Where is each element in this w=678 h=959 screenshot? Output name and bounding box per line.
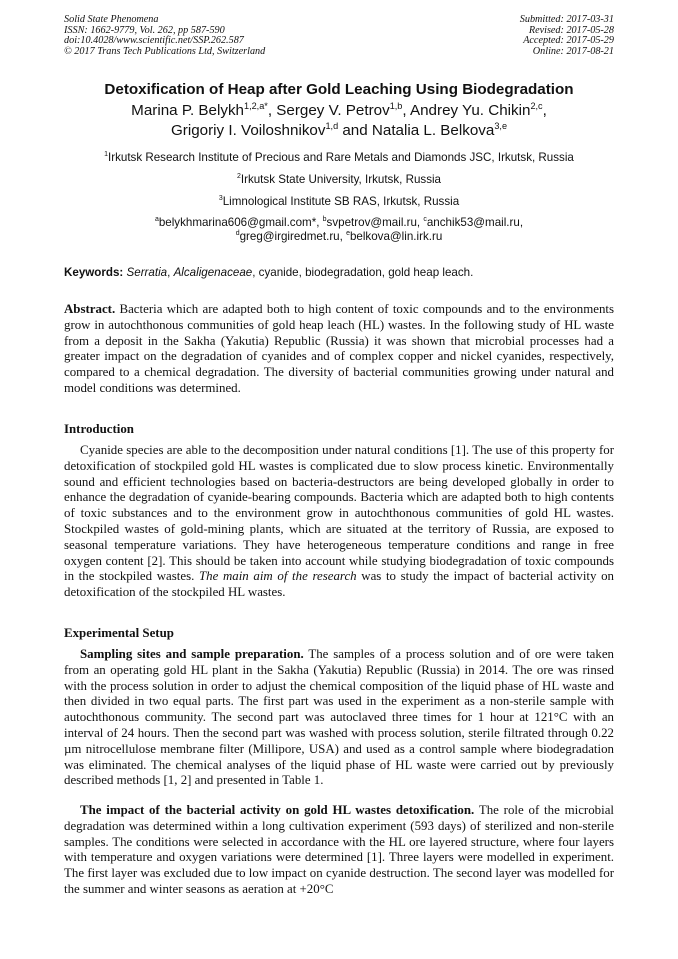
affiliation-3 (0, 195, 678, 209)
email-link[interactable]: greg@irgiredmet.ru, (239, 230, 347, 243)
author-name: Andrey Yu. Chikin (409, 102, 531, 119)
section-heading-introduction: Introduction (64, 422, 134, 436)
author-sep: , (542, 102, 547, 119)
keyword-italic: Alcaligenaceae (173, 266, 253, 279)
section-heading-experimental: Experimental Setup (64, 626, 174, 640)
experimental-text-1: The samples of a process solution and of ore were taken from an operating gold HL plant in the Sakha (Yakutia) Republic (Russia) in 2014. The ore was rinsed with the process solution in order to adjust the chemical composition of the liquid phase of HL waste and then divided in two equal parts. The first part was used in the experiment as a non-sterile sample with autochthonous community. The second part was autoclaved three times for 1 hour at 121°C with an interval of 24 hours. Then the second part was washed with process solution, sterile filtrated through 0.22 µm nitrocellulose membrane filter (Millipore, USA) and used as a control sample where biodegradation was eliminated. The chemical analyses of the liquid phase of HL waste were carried out by previously described methods [1, 2] and presented in Table 1. (64, 647, 614, 788)
affiliation-text: Irkutsk State University, Irkutsk, Russia (240, 173, 442, 186)
online-date: Online: 2017-08-21 (532, 45, 614, 57)
dates-header (520, 15, 614, 57)
affiliation-1 (0, 151, 678, 165)
author-name: Marina P. Belykh (131, 102, 245, 119)
submitted-date: Submitted: 2017-03-31 (519, 14, 614, 25)
affiliation-sup: 2 (236, 173, 241, 181)
introduction-text-end: was to study the impact of bacterial activity on detoxification of the stockpiled HL wastes. (64, 569, 614, 600)
author-sep: , (402, 102, 410, 119)
abstract (64, 302, 614, 397)
author-sup: 1,d (325, 120, 339, 131)
keywords-rest: , cyanide, biodegradation, gold heap leach. (252, 266, 474, 279)
keyword-italic: Serratia (126, 266, 168, 279)
email-sup: d (235, 230, 240, 238)
affiliation-text: Limnological Institute SB RAS, Irkutsk, Russia (222, 195, 460, 208)
email-list (0, 216, 678, 244)
abstract-label: Abstract. (64, 302, 116, 316)
email-link[interactable]: anchik53@mail.ru, (426, 216, 524, 229)
introduction-text: Cyanide species are able to the decomposition under natural conditions [1]. The use of this property for detoxification of stockpiled gold HL wastes is complicated due to slow process kinetic. Environmentally sound and efficient technologies based on bacteria-destructors are being developed globally in order to enhance the degradation of cyanide-bearing compounds. Bacteria which are adapted both to high contents of toxic substances and to the environment grow in autochthonous communities of gold HL wastes. Stockpiled wastes of gold-mining plants, which are situated at the territory of Russia, are exposed to seasonal temperature variations. They have heterogeneous temperature conditions and range in free oxygen content [2]. This should be taken into account while studying biodegradation of toxic compounds in the stockpiled wastes. (64, 443, 614, 584)
email-link[interactable]: svpetrov@mail.ru, (326, 216, 424, 229)
journal-name: Solid State Phenomena (64, 14, 159, 25)
experimental-paragraph-2 (64, 803, 614, 898)
email-link[interactable]: belykhmarina606@gmail.com*, (158, 216, 323, 229)
keywords (64, 266, 473, 280)
author-sup: 2,c (530, 100, 543, 111)
email-sup: c (423, 216, 427, 224)
email-sup: e (346, 230, 350, 238)
email-sup: a (154, 216, 159, 224)
affiliation-2 (0, 173, 678, 187)
author-sup: 3,e (494, 120, 508, 131)
journal-doi: doi:10.4028/www.scientific.net/SSP.262.587 (64, 35, 244, 47)
journal-issn: ISSN: 1662-9779, Vol. 262, pp 587-590 (64, 24, 225, 36)
author-name: Natalia L. Belkova (371, 122, 495, 139)
affiliation-sup: 3 (218, 195, 223, 203)
author-list (0, 101, 678, 141)
author-sup: 1,b (389, 100, 403, 111)
experimental-text-2: The role of the microbial degradation was determined within a long cultivation experiment (593 days) of sterilized and non-sterile samples. The conditions were selected in accordance with the HL ore layered structure, where four layers with temperature and oxygen variations were determined [1]. Three layers were modelled in experiment. The first layer was excluded due to low impact on cyanide destruction. The second layer was modelled for the summer and winter seasons as aeration at +20°C (64, 803, 614, 896)
accepted-date: Accepted: 2017-05-29 (523, 35, 614, 47)
runin-heading-sampling: Sampling sites and sample preparation. (80, 647, 304, 661)
experimental-paragraph-1 (64, 647, 614, 789)
journal-header (64, 15, 265, 57)
author-sup: 1,2,a* (244, 100, 268, 111)
abstract-text: Bacteria which are adapted both to high content of toxic compounds and to the environments grow in autochthonous communities of gold heap leach (HL) wastes. In the following study of HL waste from a deposit in the Sakha (Yakutia) Republic (Russia) it was shown that microbial processes had a greater impact on the degradation of cyanides and of complex copper and nickel cyanides, respectively, compared to a chemical degradation. The diversity of bacterial communities growing under natural and model conditions was determined. (64, 302, 614, 395)
runin-heading-impact: The impact of the bacterial activity on gold HL wastes detoxification. (80, 803, 475, 817)
email-link[interactable]: belkova@lin.irk.ru (349, 230, 443, 243)
keywords-label: Keywords: (64, 266, 124, 279)
email-sup: b (322, 216, 327, 224)
author-name: Grigoriy I. Voiloshnikov (170, 122, 326, 139)
paper-title: Detoxification of Heap after Gold Leaching Using Biodegradation (104, 81, 574, 98)
affiliation-text: Irkutsk Research Institute of Precious and Rare Metals and Diamonds JSC, Irkutsk, Russia (108, 151, 574, 164)
author-name: Sergey V. Petrov (276, 102, 390, 119)
keyword-sep: , (167, 266, 174, 279)
author-sep: and (338, 122, 372, 139)
introduction-paragraph (64, 443, 614, 601)
introduction-italic: The main aim of the research (198, 569, 357, 584)
revised-date: Revised: 2017-05-28 (528, 24, 614, 36)
author-sep: , (267, 102, 277, 119)
journal-copyright: © 2017 Trans Tech Publications Ltd, Switzerland (64, 45, 266, 57)
affiliation-sup: 1 (104, 151, 108, 159)
